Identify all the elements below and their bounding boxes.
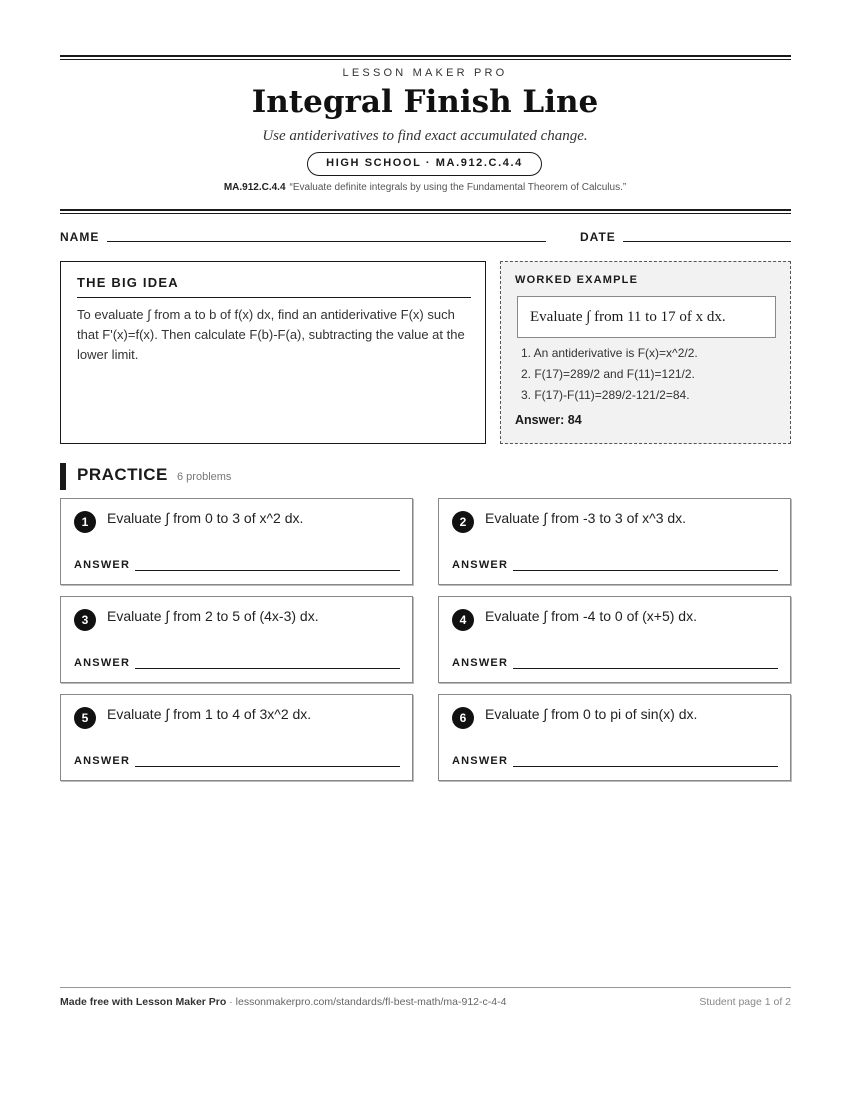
practice-accent-bar <box>60 463 66 490</box>
grade-standard-badge: HIGH SCHOOL · MA.912.C.4.4 <box>307 152 542 176</box>
top-rule-thin <box>60 59 791 60</box>
big-idea-body: To evaluate ∫ from a to b of f(x) dx, find an antiderivative F(x) such that F'(x)=f(x). Then calculate F(b)-F(a), subtracting the value at the lower limit. <box>77 307 465 362</box>
problem-card <box>438 694 791 781</box>
big-idea-heading: THE BIG IDEA <box>77 275 179 290</box>
date-field[interactable] <box>623 241 791 242</box>
standard-code: MA.912.C.4.4 <box>223 182 286 193</box>
problem-number: 5 <box>74 707 96 729</box>
date-label: DATE <box>580 230 616 244</box>
answer-label: ANSWER <box>452 559 509 571</box>
problem-text: Evaluate ∫ from -3 to 3 of x^3 dx. <box>485 510 687 526</box>
problem-number: 6 <box>452 707 474 729</box>
answer-field[interactable] <box>135 570 400 571</box>
problem-text: Evaluate ∫ from 0 to pi of sin(x) dx. <box>485 706 698 722</box>
answer-field[interactable] <box>135 766 400 767</box>
worked-example-steps <box>521 343 698 406</box>
answer-field[interactable] <box>513 570 778 571</box>
practice-count: 6 problems <box>177 471 232 483</box>
name-field[interactable] <box>107 241 546 242</box>
footer-made-with: Made free with Lesson Maker Pro <box>60 996 227 1008</box>
answer-label: ANSWER <box>74 755 131 767</box>
footer-credit <box>60 996 506 1008</box>
problem-text: Evaluate ∫ from 1 to 4 of 3x^2 dx. <box>107 706 312 722</box>
problem-number: 3 <box>74 609 96 631</box>
problem-text: Evaluate ∫ from 0 to 3 of x^2 dx. <box>107 510 304 526</box>
worked-example-answer: Answer: 84 <box>515 413 582 427</box>
footer-page-number: Student page 1 of 2 <box>699 996 791 1008</box>
answer-field[interactable] <box>513 766 778 767</box>
name-label: NAME <box>60 230 100 244</box>
problem-text: Evaluate ∫ from 2 to 5 of (4x-3) dx. <box>107 608 319 624</box>
practice-heading: PRACTICE <box>77 465 168 484</box>
top-rule <box>60 55 791 57</box>
brand-name: LESSON MAKER PRO <box>342 67 508 79</box>
footer-rule <box>60 987 791 988</box>
big-idea-box <box>60 261 486 444</box>
worked-example-heading: WORKED EXAMPLE <box>515 274 639 286</box>
problem-card <box>60 596 413 683</box>
standard-description <box>0 182 850 193</box>
header-bottom-rule-thin <box>60 213 791 214</box>
problem-number: 2 <box>452 511 474 533</box>
footer-url: · lessonmakerpro.com/standards/fl-best-math/ma-912-c-4-4 <box>229 996 507 1008</box>
worked-step: 1. An antiderivative is F(x)=x^2/2. <box>521 346 698 360</box>
problem-card <box>438 498 791 585</box>
worked-example-box <box>500 261 791 444</box>
problem-number: 4 <box>452 609 474 631</box>
worked-step: 3. F(17)-F(11)=289/2-121/2=84. <box>521 388 690 402</box>
big-idea-rule <box>77 297 471 298</box>
answer-field[interactable] <box>135 668 400 669</box>
answer-label: ANSWER <box>452 755 509 767</box>
answer-label: ANSWER <box>74 657 131 669</box>
answer-label: ANSWER <box>74 559 131 571</box>
problem-number: 1 <box>74 511 96 533</box>
worked-step: 2. F(17)=289/2 and F(11)=121/2. <box>521 367 695 381</box>
page-title: Integral Finish Line <box>251 84 599 120</box>
problem-card <box>60 694 413 781</box>
page-subtitle: Use antiderivatives to find exact accumulated change. <box>262 128 588 144</box>
problem-text: Evaluate ∫ from -4 to 0 of (x+5) dx. <box>485 608 697 624</box>
problem-card <box>438 596 791 683</box>
answer-label: ANSWER <box>452 657 509 669</box>
problem-card <box>60 498 413 585</box>
standard-text: “Evaluate definite integrals by using the Fundamental Theorem of Calculus.” <box>289 182 627 193</box>
worked-example-problem: Evaluate ∫ from 11 to 17 of x dx. <box>517 296 776 338</box>
answer-field[interactable] <box>513 668 778 669</box>
header-bottom-rule <box>60 209 791 211</box>
